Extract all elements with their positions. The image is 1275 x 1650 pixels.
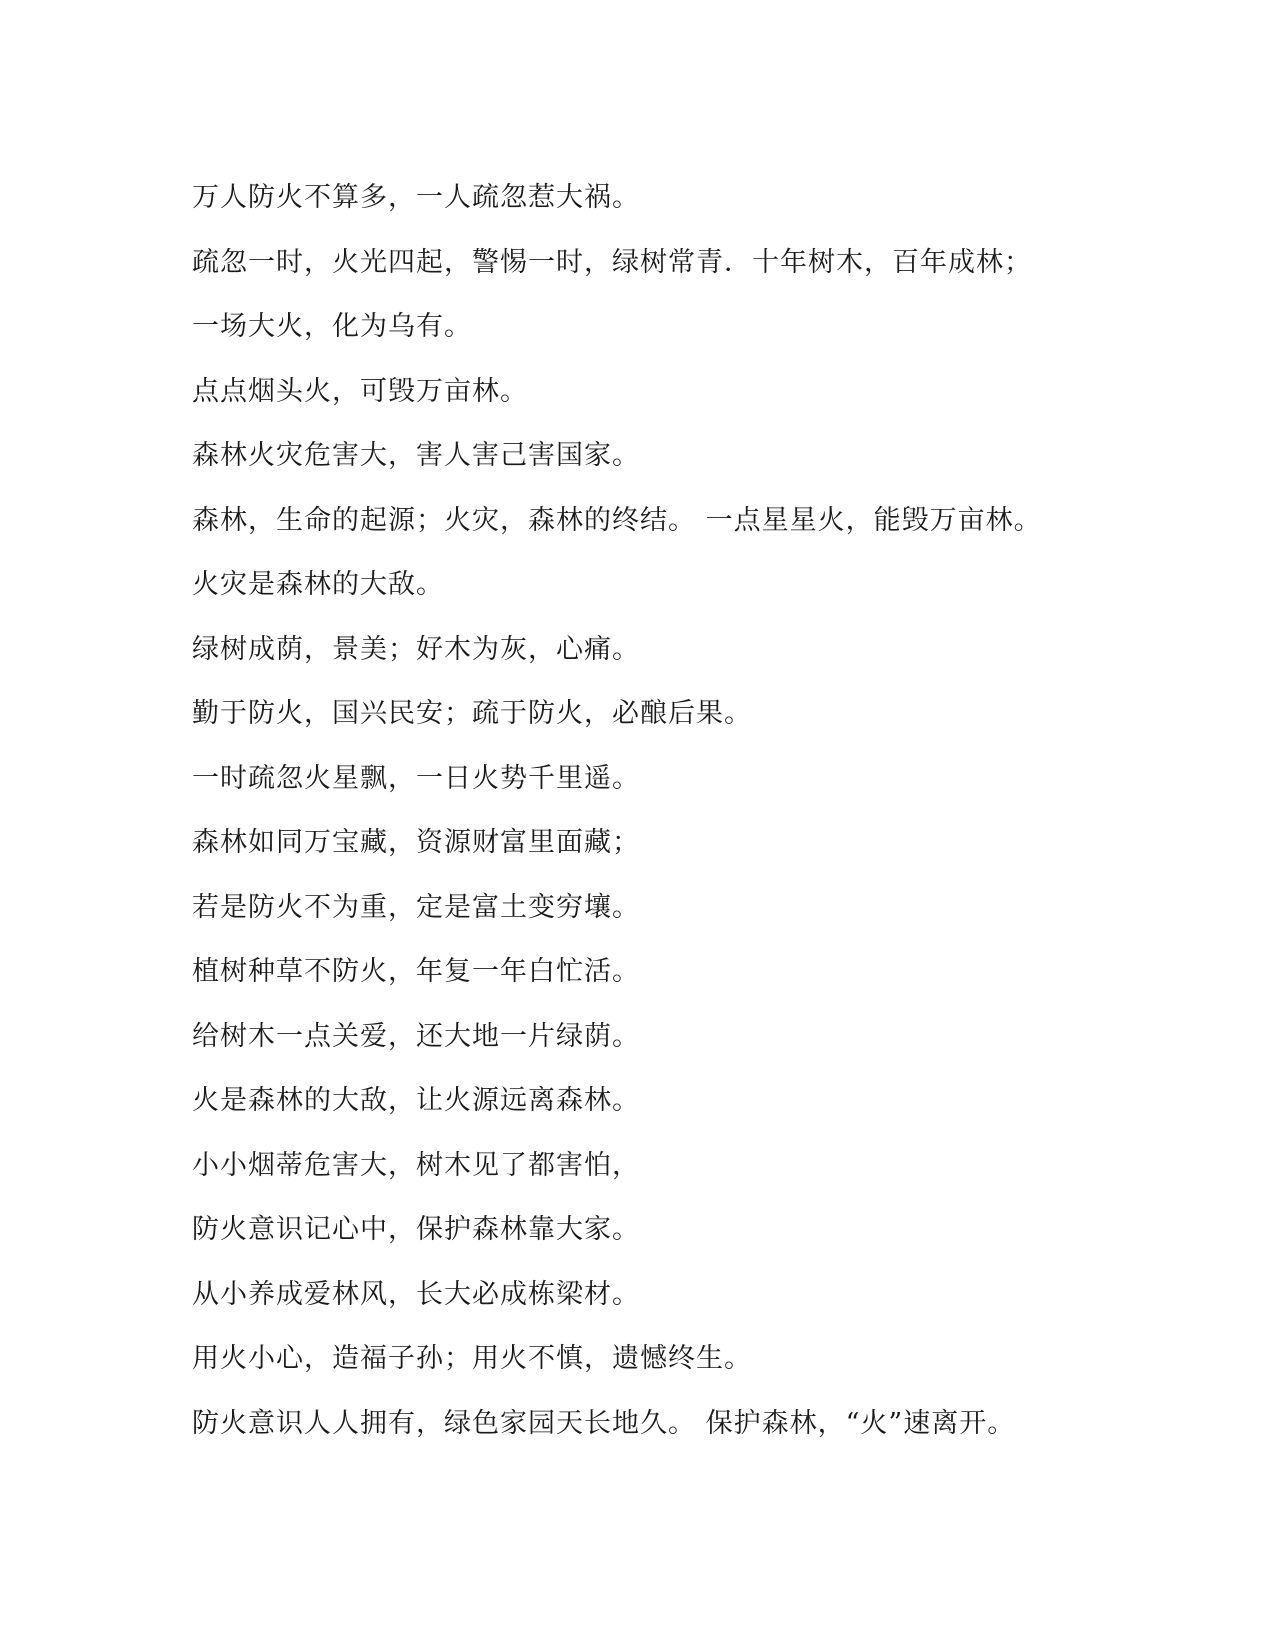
text-line: 森林火灾危害大，害人害己害国家。 [192, 440, 640, 471]
text-line: 勤于防火，国兴民安；疏于防火，必酿后果。 [192, 698, 752, 729]
text-line: 森林如同万宝藏，资源财富里面藏； [192, 827, 640, 858]
text-line: 一场大火，化为乌有。 [192, 311, 472, 342]
text-line: 防火意识人人拥有，绿色家园天长地久。 保护森林，“火”速离开。 [192, 1407, 1016, 1439]
text-line: 绿树成荫，景美；好木为灰，心痛。 [192, 633, 640, 665]
text-line: 森林，生命的起源；火灾，森林的终结。 一点星星火，能毁万亩林。 [192, 504, 1042, 536]
text-line: 点点烟头火，可毁万亩林。 [192, 375, 528, 407]
text-line: 万人防火不算多，一人疏忽惹大祸。 [192, 182, 640, 213]
text-line: 从小养成爱林风，长大必成栋梁材。 [192, 1278, 640, 1310]
text-line: 防火意识记心中，保护森林靠大家。 [192, 1214, 640, 1245]
text-line: 用火小心，造福子孙；用火不慎，遗憾终生。 [192, 1343, 752, 1374]
text-line: 火灾是森林的大敌。 [192, 569, 444, 600]
slogan-list [192, 166, 1092, 1456]
text-line: 给树木一点关爱，还大地一片绿荫。 [192, 1020, 640, 1052]
text-line: 若是防火不为重，定是富土变穷壤。 [192, 891, 640, 923]
text-line: 小小烟蒂危害大，树木见了都害怕， [192, 1149, 640, 1181]
text-line: 疏忽一时，火光四起，警惕一时，绿树常青．十年树木，百年成林； [192, 246, 1032, 278]
text-line: 一时疏忽火星飘，一日火势千里遥。 [192, 762, 640, 794]
text-line: 火是森林的大敌，让火源远离森林。 [192, 1085, 640, 1116]
text-line: 植树种草不防火，年复一年白忙活。 [192, 956, 640, 987]
